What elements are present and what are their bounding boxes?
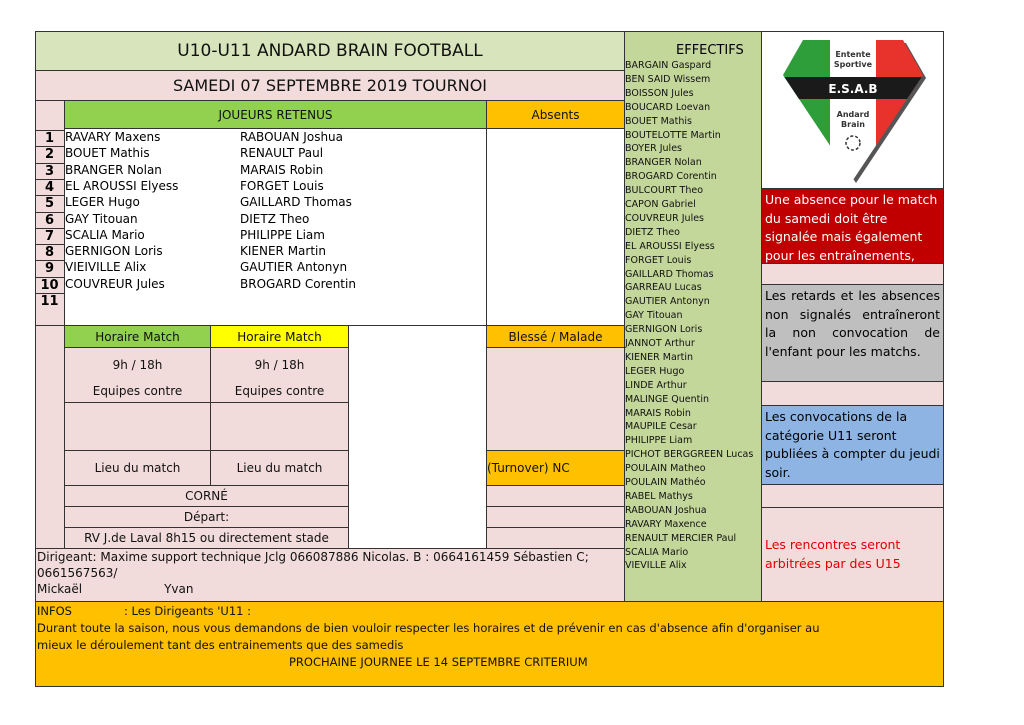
horaire-match-1: Horaire Match [64,325,211,348]
svg-text:Andard: Andard [836,110,869,119]
effectif-name: JANNOT Arthur [625,338,695,349]
esab-logo-icon [778,35,928,185]
effectif-name: BEN SAID Wissem [625,73,711,85]
blank-cell [486,506,625,528]
arbitrage-note: Les rencontres seront arbitrées par des U15 [761,507,944,602]
departure-label: Départ: [64,506,349,528]
player-name: GAILLARD Thomas [240,195,352,210]
effectif-name: KIENER Martin [625,351,694,363]
row-number: 4 [35,179,64,195]
effectif-name: POULAIN Mathéo [625,477,706,488]
absents-heading: Absents [486,100,625,129]
effectif-name: FORGET Louis [625,254,692,266]
retards-note: Les retards et les absences non signalés entraîneront la non convocation de l'enfant pour les matchs. [761,284,944,382]
next-matchday: PROCHAINE JOURNEE LE 14 SEPTEMBRE CRITERIUM [289,655,588,669]
effectif-name: BULCOURT Theo [625,185,704,197]
blank-area [348,325,487,549]
dirigeant-line-1: Dirigeant: Maxime support technique Jclg 066087886 Nicolas. B : 0664161459 Sébastien C; 0661567563/ [37,550,589,580]
effectif-name: BOISSON Jules [625,87,694,99]
blesse-heading: Blessé / Malade [486,325,625,348]
row-number: 2 [35,146,64,162]
match-date-title: SAMEDI 07 SEPTEMBRE 2019 TOURNOI [35,70,625,101]
effectif-name: POULAIN Matheo [625,463,706,475]
dirigeant-info [35,548,625,602]
effectif-name: GAILLARD Thomas [625,268,714,280]
effectif-name: MALINGE Quentin [625,393,710,405]
player-name: GAUTIER Antonyn [240,260,348,275]
player-name: RABOUAN Joshua [240,130,344,144]
blank-cell [761,263,944,285]
turnover-note: (Turnover) NC [486,450,625,486]
effectif-name: BRANGER Nolan [625,157,702,169]
effectif-name: BOUET Mathis [625,115,692,127]
convocations-note: Les convocations de la catégorie U11 seront publiées à compter du jeudi soir. [761,405,944,485]
lieu-1: Lieu du match [64,450,211,486]
effectif-name: BOUCARD Loevan [625,101,711,113]
infos-label: INFOS [37,604,72,618]
time-1: 9h / 18h [64,347,211,381]
effectif-name: BARGAIN Gaspard [625,60,712,71]
absents-list [486,128,625,326]
infos-panel [35,601,944,687]
row-number-column-2 [35,325,65,549]
opponent-1 [64,402,211,451]
effectif-name: DIETZ Theo [625,226,680,238]
effectif-name: RABEL Mathys [625,490,693,502]
horaire-match-2: Horaire Match [210,325,349,348]
player-name: RENAULT Paul [240,146,324,161]
effectifs-title: EFFECTIFS [676,43,744,58]
blank-cell [486,527,625,549]
effectif-name: RAVARY Maxence [625,518,707,530]
svg-text:E.S.A.B: E.S.A.B [827,82,878,96]
equipes-1: Equipes contre [64,380,211,403]
player-name: VIEIVILLE Alix [65,260,147,275]
effectif-name: LEGER Hugo [625,365,685,377]
effectif-name: MAUPILE Cesar [625,421,697,433]
effectif-name: COUVREUR Jules [625,212,704,224]
row-number: 1 [35,130,64,146]
player-name: BROGARD Corentin [240,276,356,291]
player-name: KIENER Martin [240,244,326,259]
svg-text:Sportive: Sportive [833,60,872,69]
equipes-2: Equipes contre [210,380,349,403]
row-number: 6 [35,212,64,228]
dirigeant-name-1: Mickaël [37,582,83,596]
player-name: DIETZ Theo [240,211,310,226]
blank-cell [486,485,625,507]
effectif-name: PICHOT BERGGREEN Lucas [625,449,754,461]
effectif-name: VIEVILLE Alix [625,560,687,572]
player-name: GAY Titouan [65,211,138,226]
blank-cell [761,381,944,406]
blesse-list [486,347,625,451]
player-name: BRANGER Nolan [65,162,162,177]
svg-text:Brain: Brain [840,120,865,129]
row-number: 5 [35,195,64,211]
player-name: LEGER Hugo [65,195,140,210]
svg-text:Entente: Entente [834,50,871,59]
infos-line-2: mieux le déroulement tant des entrainements que des samedis [37,638,404,652]
players-heading: JOUEURS RETENUS [64,100,487,129]
blank-cell [761,484,944,508]
opponent-2 [210,402,349,451]
time-2: 9h / 18h [210,347,349,381]
player-name: EL AROUSSI Elyess [65,178,179,193]
effectif-name: BROGARD Corentin [625,171,717,183]
row-number: 3 [35,163,64,179]
absence-note: Une absence pour le match du samedi doit être signalée mais également pour les entraînements, [761,188,944,264]
effectif-name: BOYER Jules [625,143,682,155]
effectif-name: SCALIA Mario [625,546,689,558]
match-place: CORNÉ [64,485,349,507]
effectif-name: RABOUAN Joshua [625,504,707,516]
effectif-name: GAUTIER Antonyn [625,296,710,308]
document-title: U10-U11 ANDARD BRAIN FOOTBALL [35,31,625,71]
effectif-name: GARREAU Lucas [625,282,702,294]
row-number: 7 [35,228,64,244]
effectif-name: GAY Titouan [625,310,683,322]
effectif-name: GERNIGON Loris [625,324,703,336]
row-number: 8 [35,244,64,260]
infos-line-1: Durant toute la saison, nous vous demandons de bien vouloir respecter les horaires et de prévenir en cas d'absence afin d'organiser au [37,621,820,635]
player-name: GERNIGON Loris [65,244,163,259]
effectif-name: CAPON Gabriel [625,199,696,210]
player-name: FORGET Louis [240,178,324,193]
dirigeant-name-2: Yvan [164,582,194,596]
effectif-name: PHILIPPE Liam [625,435,693,447]
effectif-name: BOUTELOTTE Martin [625,129,721,141]
player-name: RAVARY Maxens [65,130,161,144]
player-name: BOUET Mathis [65,146,150,161]
row-number: 9 [35,260,64,276]
effectif-name: LINDE Arthur [625,379,687,391]
infos-sublabel: : Les Dirigeants 'U11 : [123,604,252,618]
effectif-name: RENAULT MERCIER Paul [625,532,737,544]
meeting-point: RV J.de Laval 8h15 ou directement stade [64,527,349,549]
lieu-2: Lieu du match [210,450,349,486]
effectif-name: MARAIS Robin [625,407,691,419]
row-number: 11 [35,293,64,309]
player-name: SCALIA Mario [65,227,145,242]
row-number: 10 [35,277,64,293]
player-name: COUVREUR Jules [65,276,165,291]
effectif-name: EL AROUSSI Elyess [625,240,715,252]
club-logo [761,31,944,189]
player-name: PHILIPPE Liam [240,227,325,242]
player-name: MARAIS Robin [240,162,324,177]
